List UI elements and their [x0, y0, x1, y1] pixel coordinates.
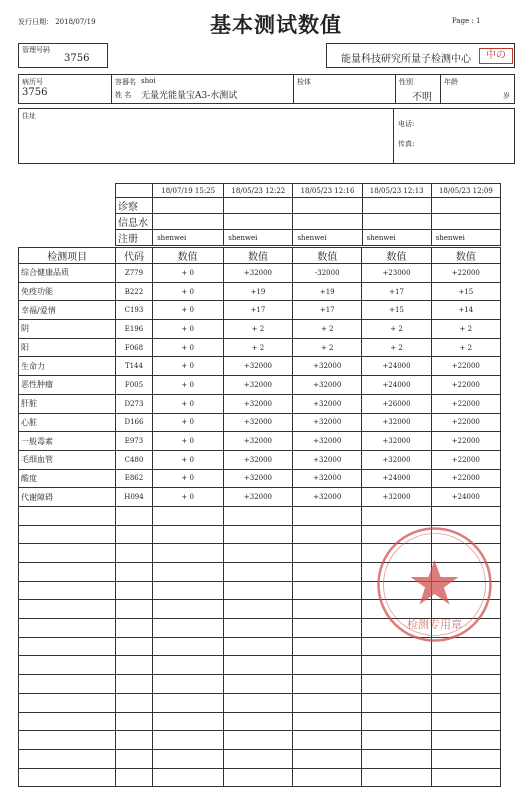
blank-cell	[19, 619, 116, 638]
item-value: +32000	[293, 450, 362, 469]
blank-cell	[116, 506, 152, 525]
blank-cell	[362, 693, 431, 712]
table-row	[19, 432, 501, 451]
blank-cell	[152, 749, 223, 768]
item-value: +32000	[362, 488, 431, 507]
item-name: 幸福/爱情	[19, 301, 116, 320]
blank-cell	[362, 768, 431, 787]
item-value: +22000	[431, 264, 500, 283]
blank-cell	[293, 600, 362, 619]
recipient-value: shoi	[141, 77, 156, 85]
blank-cell	[293, 544, 362, 563]
blank-cell	[223, 581, 292, 600]
blank-cell	[223, 712, 292, 731]
item-value: +17	[362, 282, 431, 301]
blank-cell	[152, 656, 223, 675]
item-value: +32000	[293, 376, 362, 395]
item-value: +32000	[293, 469, 362, 488]
blank-cell	[223, 619, 292, 638]
row-label-registrant: 注册	[116, 230, 153, 246]
blank-cell	[293, 525, 362, 544]
header-value: 数值	[223, 248, 292, 264]
registrant-name: shenwei	[431, 230, 500, 246]
item-value: + 0	[152, 264, 223, 283]
blank-cell	[116, 600, 152, 619]
item-value: + 0	[152, 413, 223, 432]
session-date: 18/07/19 15:25	[153, 184, 224, 198]
blank-cell	[19, 656, 116, 675]
item-value: +23000	[362, 264, 431, 283]
gender-value: 不明	[412, 92, 432, 103]
item-value: +32000	[223, 357, 292, 376]
item-value: +17	[293, 301, 362, 320]
blank-cell	[293, 619, 362, 638]
session-date: 18/05/23 12:13	[362, 184, 431, 198]
item-value: + 0	[152, 432, 223, 451]
item-value: + 2	[362, 338, 431, 357]
item-code: B222	[116, 282, 152, 301]
item-value: +15	[431, 282, 500, 301]
item-value: +22000	[431, 394, 500, 413]
item-value: +22000	[431, 469, 500, 488]
blank-cell	[431, 675, 500, 694]
recipient-label: 容器名	[115, 78, 136, 86]
item-code: E196	[116, 320, 152, 339]
blank-cell	[293, 563, 362, 582]
blank-cell	[152, 675, 223, 694]
item-name: 心脏	[19, 413, 116, 432]
blank-cell	[293, 675, 362, 694]
item-value: + 0	[152, 320, 223, 339]
item-value: +26000	[362, 394, 431, 413]
blank-cell	[293, 768, 362, 787]
item-value: + 0	[152, 394, 223, 413]
header-value: 数值	[362, 248, 431, 264]
item-value: +22000	[431, 376, 500, 395]
table-row	[19, 469, 501, 488]
blank-cell	[431, 656, 500, 675]
item-value: + 2	[223, 320, 292, 339]
name-value: 无量光能量宝A3-水测试	[141, 91, 238, 101]
item-value: + 2	[431, 320, 500, 339]
blank-cell	[152, 563, 223, 582]
blank-cell	[152, 619, 223, 638]
item-value: +32000	[293, 488, 362, 507]
blank-cell	[19, 768, 116, 787]
registrant-name: shenwei	[153, 230, 224, 246]
item-value: + 0	[152, 338, 223, 357]
blank-cell	[293, 637, 362, 656]
item-value: + 2	[293, 320, 362, 339]
blank-row	[19, 749, 501, 768]
table-row	[19, 357, 501, 376]
age-label: 年龄	[444, 78, 458, 86]
item-value: + 0	[152, 376, 223, 395]
item-name: 酸度	[19, 469, 116, 488]
item-code: T144	[116, 357, 152, 376]
blank-cell	[19, 525, 116, 544]
item-value: + 2	[431, 338, 500, 357]
blank-cell	[362, 675, 431, 694]
blank-cell	[223, 525, 292, 544]
blank-cell	[152, 525, 223, 544]
header-value: 数值	[152, 248, 223, 264]
table-row	[19, 488, 501, 507]
blank-row	[19, 731, 501, 750]
blank-cell	[223, 544, 292, 563]
item-name: 恶性肿瘤	[19, 376, 116, 395]
item-value: +22000	[431, 450, 500, 469]
blank-cell	[223, 637, 292, 656]
item-value: +32000	[362, 413, 431, 432]
blank-cell	[223, 749, 292, 768]
row-label-info-water: 信息水	[116, 214, 153, 230]
blank-cell	[223, 656, 292, 675]
blank-cell	[152, 731, 223, 750]
item-name: 代谢障碍	[19, 488, 116, 507]
blank-cell	[19, 581, 116, 600]
registrant-name: shenwei	[293, 230, 362, 246]
item-value: +32000	[293, 432, 362, 451]
blank-cell	[431, 768, 500, 787]
blank-cell	[293, 749, 362, 768]
item-value: +32000	[223, 488, 292, 507]
phone-label: 电话:	[398, 120, 415, 128]
item-code: Z779	[116, 264, 152, 283]
item-code: E862	[116, 469, 152, 488]
item-value: +32000	[223, 450, 292, 469]
item-value: + 2	[293, 338, 362, 357]
item-value: +32000	[223, 432, 292, 451]
item-value: + 0	[152, 469, 223, 488]
blank-row	[19, 656, 501, 675]
official-seal	[372, 522, 497, 647]
issue-date: 发行日期： 2018/07/19	[18, 18, 96, 26]
gender-label: 性别	[399, 78, 413, 86]
table-row	[19, 282, 501, 301]
blank-cell	[223, 600, 292, 619]
item-value: +32000	[362, 450, 431, 469]
session-date: 18/05/23 12:16	[293, 184, 362, 198]
page-title: 基本测试数值	[210, 12, 342, 37]
item-value: +32000	[293, 357, 362, 376]
item-value: +24000	[362, 376, 431, 395]
item-value: +24000	[362, 469, 431, 488]
item-code: H094	[116, 488, 152, 507]
blank-cell	[116, 731, 152, 750]
blank-cell	[362, 712, 431, 731]
header-value: 数值	[431, 248, 500, 264]
session-date: 18/05/23 12:09	[431, 184, 500, 198]
item-name: 综合健康品质	[19, 264, 116, 283]
item-value: +32000	[362, 432, 431, 451]
blank-cell	[293, 506, 362, 525]
blank-cell	[19, 600, 116, 619]
item-name: 一般毒素	[19, 432, 116, 451]
item-value: +32000	[223, 413, 292, 432]
table-row	[19, 264, 501, 283]
blank-cell	[19, 544, 116, 563]
item-value: + 0	[152, 357, 223, 376]
item-value: +22000	[431, 357, 500, 376]
page-number: Page : 1	[452, 17, 481, 25]
blank-cell	[19, 637, 116, 656]
blank-cell	[19, 563, 116, 582]
item-code: D166	[116, 413, 152, 432]
item-name: 肝脏	[19, 394, 116, 413]
registrant-name: shenwei	[362, 230, 431, 246]
blank-row	[19, 768, 501, 787]
address-box	[18, 108, 515, 164]
item-value: +32000	[293, 413, 362, 432]
blank-cell	[223, 731, 292, 750]
item-value: +22000	[431, 413, 500, 432]
session-table	[115, 183, 501, 246]
sample-label: 检体	[297, 78, 311, 86]
blank-cell	[431, 749, 500, 768]
table-row	[19, 394, 501, 413]
header-value: 数值	[293, 248, 362, 264]
item-name: 生命力	[19, 357, 116, 376]
row-label-exam: 诊察	[116, 198, 153, 214]
item-name: 阳	[19, 338, 116, 357]
item-code: F068	[116, 338, 152, 357]
blank-cell	[293, 731, 362, 750]
blank-cell	[19, 712, 116, 731]
item-value: +24000	[362, 357, 431, 376]
item-value: + 0	[152, 282, 223, 301]
registrant-name: shenwei	[224, 230, 293, 246]
address-label: 住址	[22, 112, 36, 120]
table-row	[19, 301, 501, 320]
item-value: +19	[293, 282, 362, 301]
blank-cell	[152, 581, 223, 600]
mgmt-number-label: 管理号码	[22, 46, 50, 54]
name-label: 姓 名	[115, 91, 132, 99]
item-name: 阴	[19, 320, 116, 339]
blank-cell	[116, 768, 152, 787]
item-value: +32000	[223, 376, 292, 395]
blank-cell	[223, 693, 292, 712]
blank-cell	[152, 506, 223, 525]
item-code: E973	[116, 432, 152, 451]
blank-cell	[19, 675, 116, 694]
item-value: + 2	[223, 338, 292, 357]
blank-cell	[116, 581, 152, 600]
results-table	[18, 247, 501, 787]
blank-cell	[293, 656, 362, 675]
mgmt-number-value: 3756	[64, 53, 90, 64]
item-value: +32000	[223, 264, 292, 283]
table-row	[19, 338, 501, 357]
center-name: 能量科技研究所量子检测中心	[341, 54, 471, 65]
item-value: +24000	[431, 488, 500, 507]
blank-cell	[223, 675, 292, 694]
fax-label: 传真:	[398, 140, 415, 148]
seal-text: 检测专用章	[407, 618, 462, 631]
blank-cell	[116, 637, 152, 656]
item-value: +32000	[293, 394, 362, 413]
item-name: 毛细血管	[19, 450, 116, 469]
record-value: 3756	[22, 87, 48, 98]
center-box	[326, 43, 515, 68]
item-value: +19	[223, 282, 292, 301]
blank-row	[19, 693, 501, 712]
session-date: 18/05/23 12:22	[224, 184, 293, 198]
blank-cell	[152, 544, 223, 563]
blank-cell	[293, 581, 362, 600]
blank-cell	[223, 563, 292, 582]
item-value: +32000	[223, 394, 292, 413]
blank-cell	[152, 712, 223, 731]
center-stamp: 中の	[479, 48, 513, 64]
blank-cell	[116, 525, 152, 544]
item-name: 免疫功能	[19, 282, 116, 301]
item-value: +32000	[223, 469, 292, 488]
blank-cell	[152, 600, 223, 619]
blank-cell	[19, 731, 116, 750]
table-row	[19, 376, 501, 395]
blank-cell	[116, 563, 152, 582]
blank-row	[19, 712, 501, 731]
table-row	[19, 413, 501, 432]
blank-cell	[19, 749, 116, 768]
blank-cell	[19, 693, 116, 712]
blank-cell	[19, 506, 116, 525]
header-item: 检测项目	[19, 248, 116, 264]
mgmt-number-box	[18, 43, 108, 68]
blank-cell	[362, 656, 431, 675]
blank-cell	[116, 675, 152, 694]
table-row	[19, 450, 501, 469]
age-unit: 岁	[503, 92, 510, 100]
blank-cell	[116, 712, 152, 731]
blank-cell	[223, 768, 292, 787]
table-row	[19, 320, 501, 339]
blank-cell	[116, 749, 152, 768]
item-value: -32000	[293, 264, 362, 283]
item-value: +22000	[431, 432, 500, 451]
blank-cell	[152, 693, 223, 712]
blank-cell	[152, 768, 223, 787]
blank-cell	[293, 712, 362, 731]
item-value: + 0	[152, 450, 223, 469]
blank-cell	[431, 693, 500, 712]
blank-cell	[362, 731, 431, 750]
item-value: + 2	[362, 320, 431, 339]
blank-cell	[116, 656, 152, 675]
item-value: +14	[431, 301, 500, 320]
item-code: C193	[116, 301, 152, 320]
blank-cell	[116, 619, 152, 638]
blank-cell	[431, 731, 500, 750]
blank-cell	[362, 749, 431, 768]
item-value: +15	[362, 301, 431, 320]
item-value: + 0	[152, 488, 223, 507]
blank-cell	[116, 544, 152, 563]
blank-row	[19, 675, 501, 694]
blank-cell	[293, 693, 362, 712]
blank-cell	[431, 712, 500, 731]
blank-cell	[152, 637, 223, 656]
record-label: 病历号	[22, 78, 43, 86]
item-code: F005	[116, 376, 152, 395]
item-code: D273	[116, 394, 152, 413]
header-code: 代码	[116, 248, 152, 264]
blank-cell	[116, 693, 152, 712]
item-value: +17	[223, 301, 292, 320]
item-value: + 0	[152, 301, 223, 320]
item-code: C480	[116, 450, 152, 469]
patient-info-box	[18, 74, 515, 104]
blank-cell	[223, 506, 292, 525]
